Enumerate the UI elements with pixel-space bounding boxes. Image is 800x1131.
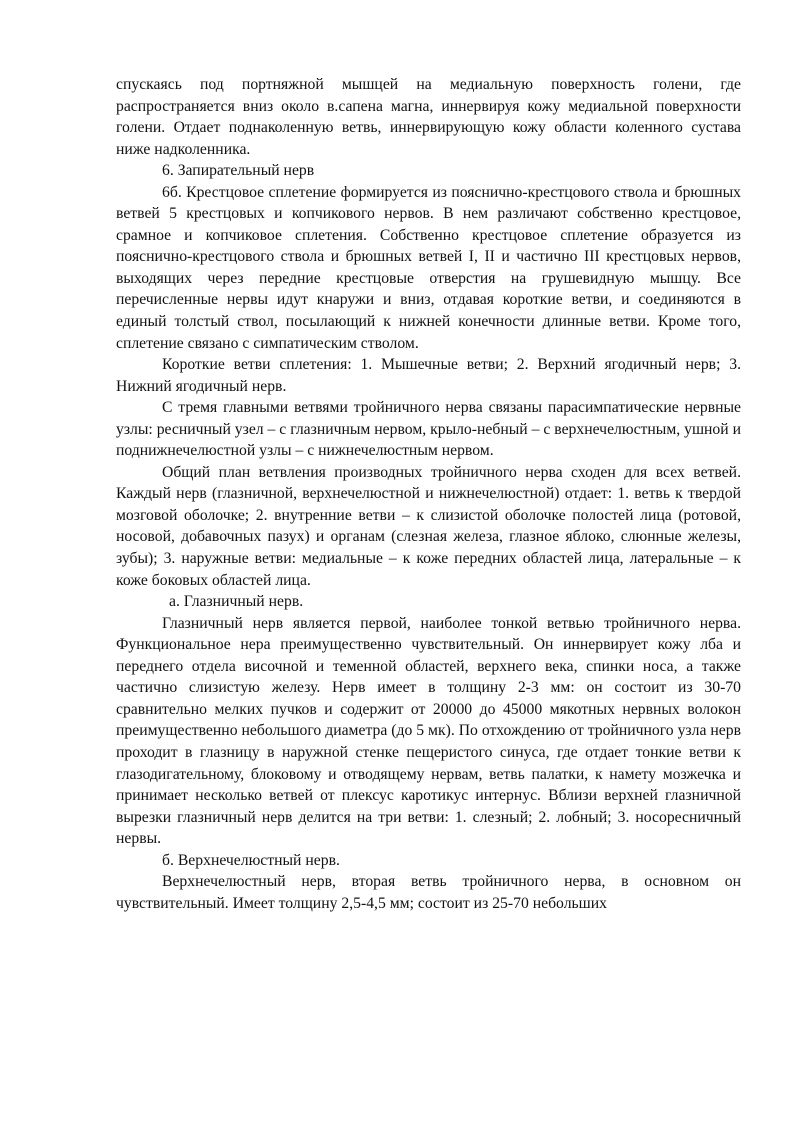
- document-page: [116, 74, 741, 914]
- heading-ophthalmic-nerve: а. Глазничный нерв.: [169, 593, 304, 611]
- paragraph-sacral-plexus: 6б. Крестцовое сплетение формируется из пояснично-крестцового ствола и брюшных ветвей 5 крестцовых и копчикового нервов. В нем различают собственно крестцовое, срамное и копчиковое сплетения. Собственно крестцовое сплетение образуется из пояснично-крестцового ствола и брюшных ветвей I, II и частично III крестцовых нервов, выходящих через передние крестцовые отверстия на грушевидную мышцу. Все перечисленные нервы идут кнаружи и вниз, отдавая короткие ветви, и соединяются в единый толстый ствол, посылающий к нижней конечности длинные ветви. Кроме того, сплетение связано с симпатическим стволом.: [116, 183, 741, 352]
- paragraph-branching-plan: Общий план ветвления производных тройничного нерва сходен для всех ветвей. Каждый нерв (глазничной, верхнечелюстной и нижнечелюстной) отдает: 1. ветвь к твердой мозговой оболочке; 2. внутренние ветви – к слизистой оболочке полостей лица (ротовой, носовой, добавочных пазух) и органам (слезная железа, глазное яблоко, слюнные железы, зубы); 3. наружные ветви: медиальные – к коже передних областей лица, латеральные – к коже боковых областей лица.: [116, 463, 741, 589]
- heading-maxillary-nerve: б. Верхнечелюстный нерв.: [162, 851, 340, 869]
- paragraph-short-branches: Короткие ветви сплетения: 1. Мышечные ветви; 2. Верхний ягодичный нерв; 3. Нижний ягодичный нерв.: [116, 356, 741, 395]
- paragraph-maxillary-nerve: Верхнечелюстный нерв, вторая ветвь тройничного нерва, в основном он чувствительный. Имеет толщину 2,5-4,5 мм; состоит из 25-70 небольших: [116, 873, 741, 912]
- paragraph-saphenous-continuation: спускаясь под портняжной мышцей на медиальную поверхность голени, где распространяется вниз около в.сапена магна, иннервируя кожу медиальной поверхности голени. Отдает поднаколенную ветвь, иннервирующую кожу области коленного сустава ниже надколенника.: [116, 76, 741, 158]
- heading-obturator-nerve: 6. Запирательный нерв: [162, 162, 315, 180]
- paragraph-ophthalmic-nerve: Глазничный нерв является первой, наиболее тонкой ветвью тройничного нерва. Функциональное нера преимущественно чувствительный. Он иннервирует кожу лба и переднего отдела височной и теменной областей, верхнего века, спинки носа, а также частично слизистую железу. Нерв имеет в толщину 2-3 мм: он состоит из 30-70 сравнительно мелких пучков и содержит от 20000 до 45000 мякотных нервных волокон преимущественно небольшого диаметра (до 5 мк). По отхождению от тройничного узла нерв проходит в глазницу в наружной стенке пещеристого синуса, где отдает тонкие ветви к глазодигательному, блоковому и отводящему нервам, ветвь палатки, к намету мозжечка и принимает несколько ветвей от плексус каротикус интернус. Вблизи верхней глазничной вырезки глазничный нерв делится на три ветви: 1. слезный; 2. лобный; 3. носоресничный нервы.: [116, 614, 741, 848]
- paragraph-parasympathetic-ganglia: С тремя главными ветвями тройничного нерва связаны парасимпатические нервные узлы: ресничный узел – с глазничным нервом, крыло-небный – с верхнечелюстным, ушной и поднижнечелюстной узлы – с нижнечелюстным нервом.: [116, 399, 741, 460]
